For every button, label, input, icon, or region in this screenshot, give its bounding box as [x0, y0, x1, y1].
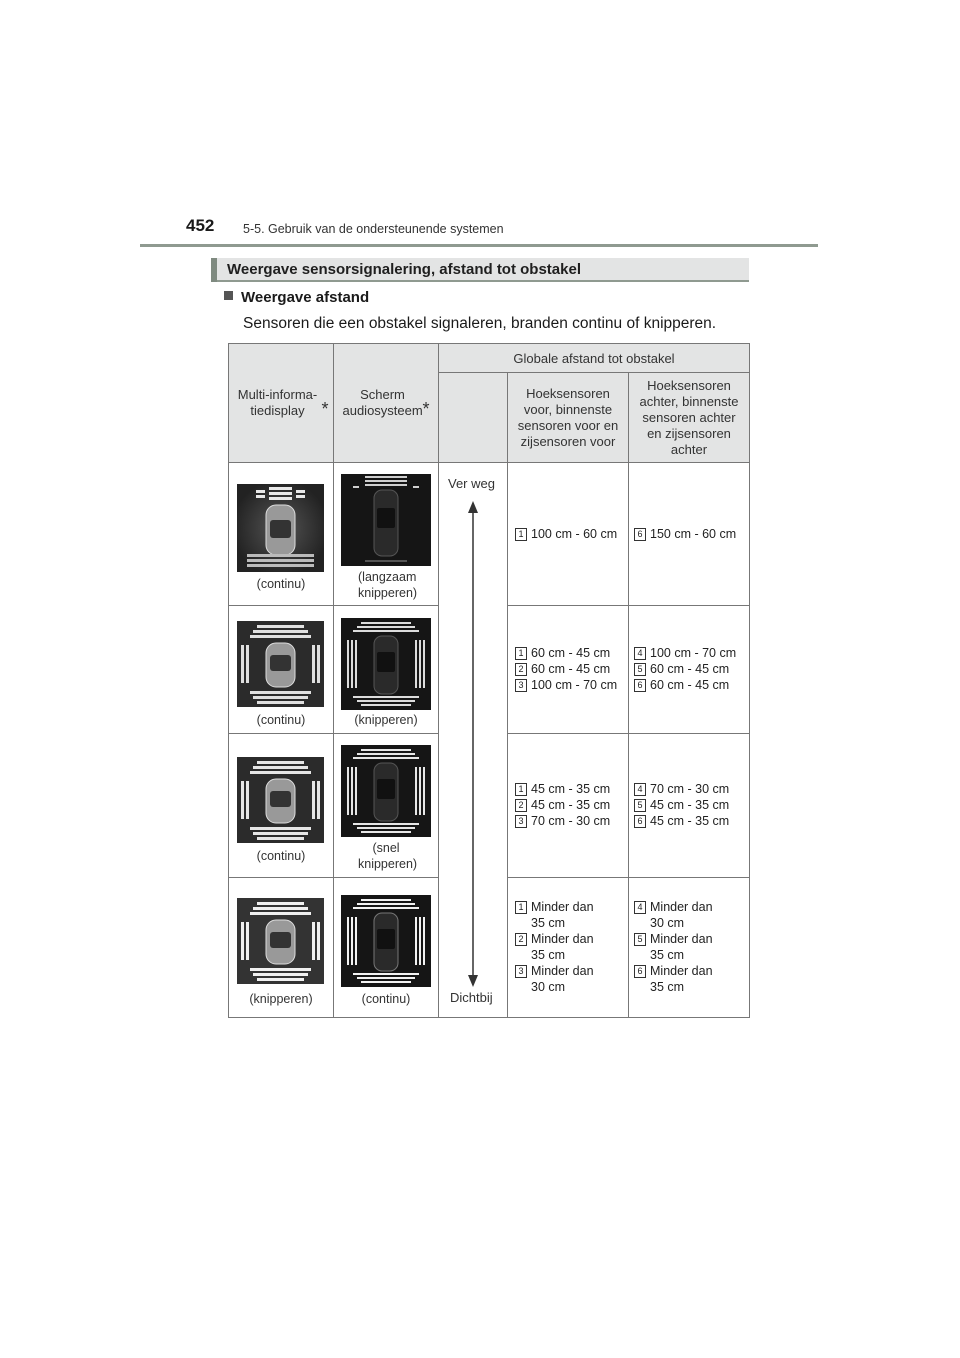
distance-value: 60 cm - 45 cm — [650, 678, 730, 692]
footnote-asterisk: * — [321, 399, 329, 419]
near-label: Dichtbij — [450, 990, 493, 1005]
list-item — [515, 797, 610, 813]
distance-value: Minder dan — [531, 964, 594, 978]
distance-value: 150 cm - 60 cm — [650, 527, 737, 541]
audio-display-image — [341, 895, 431, 987]
multi-info-display-image — [237, 484, 324, 572]
sensor-number: 1 — [515, 647, 527, 660]
list-item — [515, 963, 594, 979]
list-item — [634, 931, 713, 947]
distance-value: 45 cm - 35 cm — [531, 782, 611, 796]
multi-info-display-image — [237, 898, 324, 984]
sensor-number: 3 — [515, 679, 527, 692]
list-item — [515, 526, 617, 542]
sensor-number: 4 — [634, 901, 646, 914]
list-item — [634, 963, 713, 979]
caption-audio-row1: (langzaam knipperen) — [358, 570, 418, 600]
distance-value: 100 cm - 60 cm — [531, 527, 618, 541]
distance-table — [228, 343, 750, 1018]
sensor-number: 1 — [515, 783, 527, 796]
sensor-number: 4 — [634, 783, 646, 796]
header-front-sensors-label: Hoeksensoren voor, binnenste sensoren voor en zijsensoren voor — [517, 385, 619, 449]
distance-value: Minder dan — [650, 900, 713, 914]
footnote-asterisk: * — [422, 399, 430, 419]
sensor-number: 1 — [515, 528, 527, 541]
distance-value: 60 cm - 45 cm — [531, 662, 611, 676]
topic-bar-mark — [211, 258, 217, 282]
list-item — [634, 899, 713, 915]
distance-value: 70 cm - 30 cm — [650, 782, 730, 796]
sensor-number: 5 — [634, 799, 646, 812]
header-audio — [333, 343, 439, 463]
rear-distances-row1 — [634, 526, 736, 542]
subheading-text: Weergave afstand — [241, 289, 370, 306]
header-rear-sensors-label: Hoeksensoren achter, binnenste sensoren achter en zijsensoren achter — [639, 377, 739, 457]
header-audio-label: Scherm audiosysteem — [342, 387, 423, 418]
sensor-number: 3 — [515, 815, 527, 828]
distance-arrow-icon — [463, 501, 483, 987]
distance-value: Minder dan — [531, 900, 594, 914]
rear-distances-row2 — [634, 645, 736, 693]
distance-value-cont: 30 cm — [650, 916, 685, 930]
list-item — [634, 797, 729, 813]
list-item — [515, 931, 594, 947]
caption-multi-row2: (continu) — [256, 713, 306, 727]
distance-value: 100 cm - 70 cm — [650, 646, 737, 660]
sensor-number: 2 — [515, 933, 527, 946]
section-header: 5-5. Gebruik van de ondersteunende systemen — [243, 222, 504, 236]
intro-text: Sensoren die een obstakel signaleren, branden continu of knipperen. — [243, 315, 717, 332]
sensor-number: 5 — [634, 663, 646, 676]
header-multi-info-label: Multi-informa-tiedisplay — [237, 387, 318, 418]
sensor-number: 6 — [634, 815, 646, 828]
list-item — [634, 661, 736, 677]
rear-distances-row3 — [634, 781, 729, 829]
distance-value: Minder dan — [650, 964, 713, 978]
list-item — [515, 899, 594, 915]
list-item — [515, 813, 610, 829]
header-rule — [140, 244, 818, 247]
list-item — [634, 781, 729, 797]
list-item — [634, 677, 736, 693]
caption-multi-row1: (continu) — [256, 577, 306, 591]
distance-value: 60 cm - 45 cm — [531, 646, 611, 660]
front-distances-row4 — [515, 899, 594, 995]
sensor-number: 1 — [515, 901, 527, 914]
list-item — [515, 781, 610, 797]
rear-distances-row4 — [634, 899, 713, 995]
list-item — [634, 526, 736, 542]
distance-value-cont: 35 cm — [531, 916, 566, 930]
sensor-number: 3 — [515, 965, 527, 978]
front-distances-row3 — [515, 781, 610, 829]
page-number: 452 — [186, 216, 215, 235]
distance-value-cont: 35 cm — [531, 948, 566, 962]
caption-multi-row3: (continu) — [256, 849, 306, 863]
caption-multi-row4: (knipperen) — [249, 992, 313, 1006]
distance-value: Minder dan — [650, 932, 713, 946]
front-distances-row1 — [515, 526, 617, 542]
sensor-number: 6 — [634, 528, 646, 541]
distance-value: 45 cm - 35 cm — [650, 798, 730, 812]
distance-value: 45 cm - 35 cm — [650, 814, 730, 828]
far-label: Ver weg — [448, 476, 495, 491]
audio-display-image — [341, 745, 431, 837]
list-item — [634, 813, 729, 829]
distance-value-cont: 35 cm — [650, 980, 685, 994]
sensor-number: 2 — [515, 799, 527, 812]
caption-audio-row4: (continu) — [361, 992, 411, 1006]
subheading — [224, 289, 369, 306]
header-front-sensors — [507, 372, 629, 463]
front-distances-row2 — [515, 645, 617, 693]
sensor-number: 6 — [634, 965, 646, 978]
header-distance-group — [438, 343, 750, 373]
distance-value: Minder dan — [531, 932, 594, 946]
header-empty — [438, 372, 508, 463]
caption-audio-row3: (snel knipperen) — [358, 841, 418, 871]
distance-value-cont: 30 cm — [531, 980, 566, 994]
audio-display-image — [341, 474, 431, 566]
list-item — [634, 645, 736, 661]
distance-value: 45 cm - 35 cm — [531, 798, 611, 812]
header-multi-info — [228, 343, 334, 463]
sensor-number: 4 — [634, 647, 646, 660]
sensor-number: 6 — [634, 679, 646, 692]
list-item — [515, 661, 617, 677]
list-item — [515, 645, 617, 661]
distance-value: 60 cm - 45 cm — [650, 662, 730, 676]
distance-value: 70 cm - 30 cm — [531, 814, 611, 828]
header-distance-group-label: Globale afstand tot obstakel — [513, 351, 675, 366]
sensor-number: 5 — [634, 933, 646, 946]
topic-bar — [211, 258, 749, 282]
multi-info-display-image — [237, 757, 324, 843]
sensor-number: 2 — [515, 663, 527, 676]
caption-audio-row2: (knipperen) — [354, 713, 418, 727]
multi-info-display-image — [237, 621, 324, 707]
square-bullet-icon — [224, 291, 233, 300]
list-item — [515, 677, 617, 693]
topic-title: Weergave sensorsignalering, afstand tot obstakel — [227, 261, 581, 278]
header-rear-sensors — [628, 372, 750, 463]
audio-display-image — [341, 618, 431, 710]
distance-value: 100 cm - 70 cm — [531, 678, 618, 692]
distance-value-cont: 35 cm — [650, 948, 685, 962]
